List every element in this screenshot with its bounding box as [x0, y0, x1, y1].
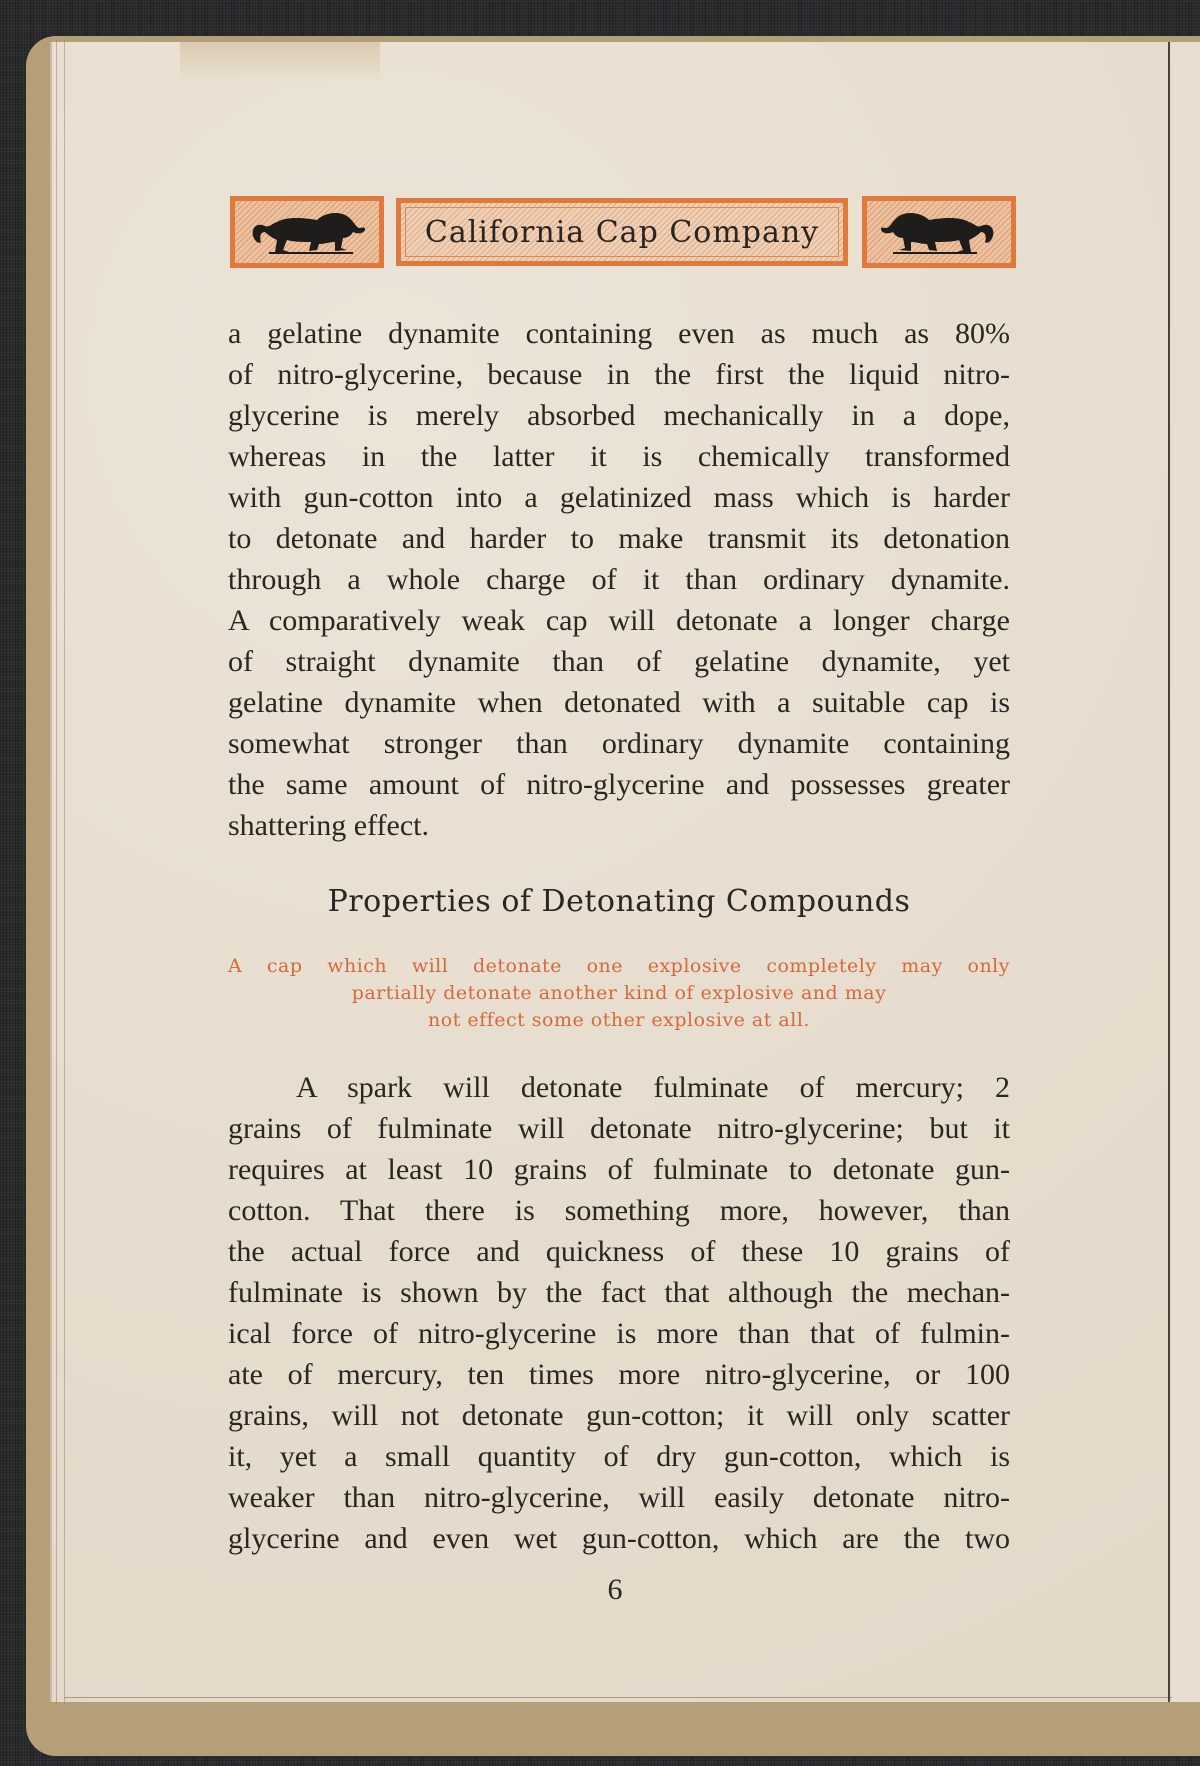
text-line: through a whole charge of it than ordinary dynamite.	[228, 563, 1010, 596]
section-lead-summary	[228, 953, 1010, 1034]
text-line: somewhat stronger than ordinary dynamite containing	[228, 727, 1010, 760]
text-line: shattering effect.	[228, 809, 430, 842]
text-line: to detonate and harder to make transmit its detonation	[228, 522, 1010, 555]
text-line: glycerine is merely absorbed mechanically in a dope,	[228, 399, 1010, 432]
text-line: gelatine dynamite when detonated with a suitable cap is	[228, 686, 1010, 719]
lion-emblem-right	[862, 196, 1016, 268]
text-line: of nitro-glycerine, because in the first the liquid nitro-	[228, 358, 1010, 391]
lion-emblem-left	[230, 196, 384, 268]
text-line: grains of fulminate will detonate nitro-glycerine; but it	[228, 1112, 1010, 1145]
text-line: the same amount of nitro-glycerine and possesses greater	[228, 768, 1010, 801]
lion-icon	[879, 206, 999, 258]
text-line: whereas in the latter it is chemically transformed	[228, 440, 1010, 473]
body-paragraph-2	[228, 1067, 1010, 1559]
page-header-banner	[230, 196, 1016, 270]
text-line: ate of mercury, ten times more nitro-glycerine, or 100	[228, 1358, 1010, 1391]
company-name: California Cap Company	[424, 214, 820, 250]
text-line: weaker than nitro-glycerine, will easily detonate nitro-	[228, 1481, 1010, 1514]
page-stain	[180, 42, 380, 82]
section-heading: Properties of Detonating Compounds	[327, 884, 911, 919]
page-number: 6	[607, 1573, 623, 1606]
facing-page-edge	[1172, 42, 1200, 1702]
text-line: the actual force and quickness of these 10 grains of	[228, 1235, 1010, 1268]
text-line: grains, will not detonate gun-cotton; it will only scatter	[228, 1399, 1010, 1432]
lead-line: partially detonate another kind of explosive and may	[351, 982, 887, 1004]
text-line: a gelatine dynamite containing even as much as 80%	[228, 317, 1010, 350]
text-line: with gun-cotton into a gelatinized mass which is harder	[228, 481, 1010, 514]
lead-line: not effect some other explosive at all.	[428, 1009, 810, 1031]
body-paragraph-1	[228, 313, 1010, 846]
page-edge-line	[64, 40, 65, 1705]
book-gutter	[1168, 42, 1170, 1702]
text-line: it, yet a small quantity of dry gun-cotton, which is	[228, 1440, 1010, 1473]
text-line: glycerine and even wet gun-cotton, which are the two	[228, 1522, 1010, 1555]
text-line: fulminate is shown by the fact that although the mechan-	[228, 1276, 1010, 1309]
text-line: A comparatively weak cap will detonate a longer charge	[228, 604, 1010, 637]
page-edge-line	[64, 1697, 1184, 1698]
page-edge-line	[56, 40, 57, 1705]
text-line: cotton. That there is something more, however, than	[228, 1194, 1010, 1227]
text-line: A spark will detonate fulminate of mercury; 2	[296, 1071, 1010, 1104]
lion-icon	[247, 206, 367, 258]
text-line: ical force of nitro-glycerine is more than that of fulmin-	[228, 1317, 1010, 1350]
text-line: of straight dynamite than of gelatine dynamite, yet	[228, 645, 1010, 678]
lead-line: A cap which will detonate one explosive completely may only	[228, 955, 1010, 977]
company-title-box	[396, 198, 848, 266]
text-line: requires at least 10 grains of fulminate to detonate gun-	[228, 1153, 1010, 1186]
